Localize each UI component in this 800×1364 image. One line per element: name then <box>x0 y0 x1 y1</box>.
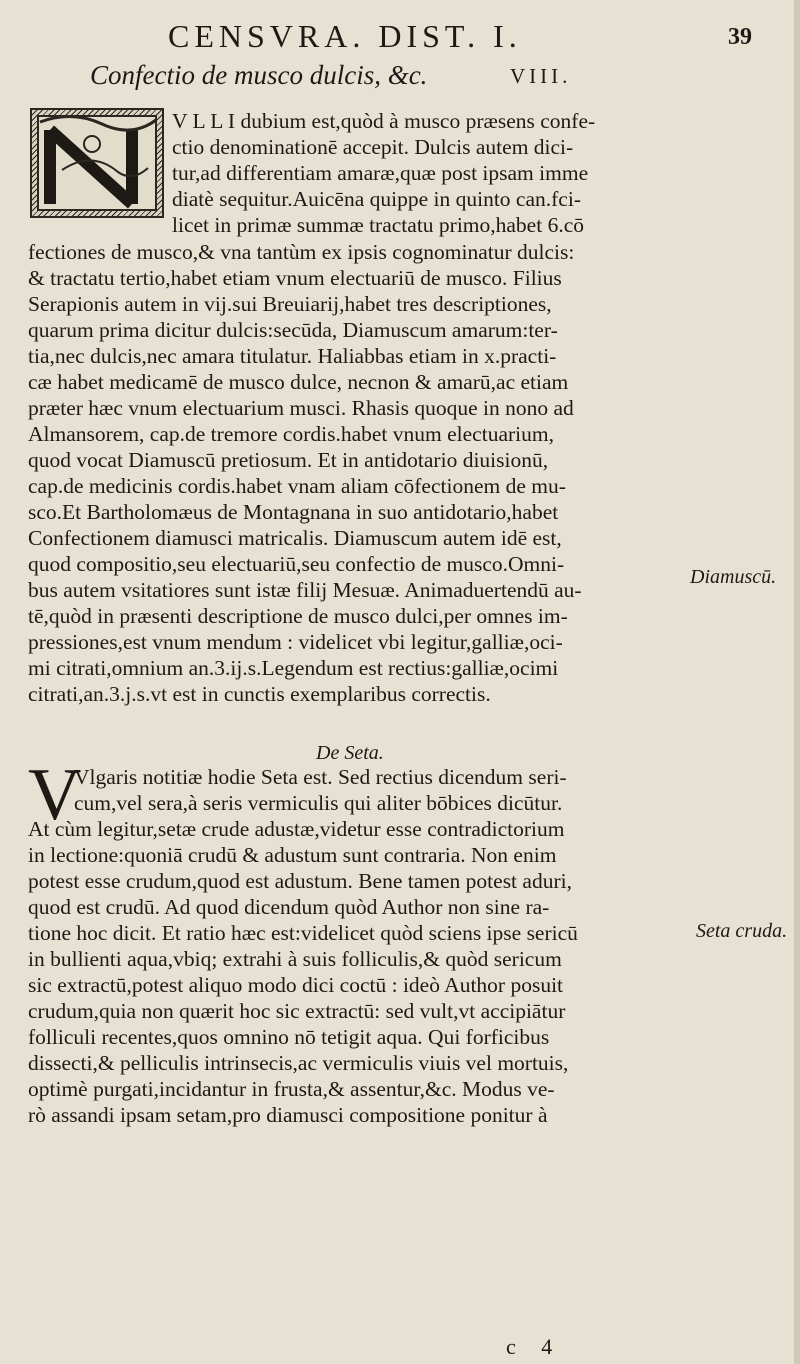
text-line: in bullienti aqua,vbiq; extrahi à suis folliculis,& quòd sericum <box>28 947 562 971</box>
text-line: quod compositio,seu electuariū,seu confectio de musco.Omni- <box>28 552 565 576</box>
text-line: Vlgaris notitiæ hodie Seta est. Sed rectius dicendum seri- <box>74 765 567 789</box>
text-line: Almansorem, cap.de tremore cordis.habet vnum electuarium, <box>28 422 554 446</box>
text-line: cæ habet medicamē de musco dulce, necnon & amarū,ac etiam <box>28 370 569 394</box>
text-line: V L L I dubium est,quòd à musco præsens confe- <box>172 109 596 133</box>
text-line: Serapionis autem in vij.sui Breuiarij,habet tres descriptiones, <box>28 292 552 316</box>
page-edge <box>794 0 800 1364</box>
text-line: quod vocat Diamuscū pretiosum. Et in antidotario diuisionū, <box>28 448 549 472</box>
margin-note-diamuscum: Diamuscū. <box>690 566 777 588</box>
chapter-number: VIII. <box>510 64 572 88</box>
text-line: folliculi recentes,quos omnino nō tetigit aqua. Qui forficibus <box>28 1025 550 1049</box>
text-line: tia,nec dulcis,nec amara titulatur. Haliabbas etiam in x.practi- <box>28 344 557 368</box>
text-line: tur,ad differentiam amaræ,quæ post ipsam imme <box>172 161 589 185</box>
text-line: potest esse crudum,quod est adustum. Bene tamen potest aduri, <box>28 869 572 893</box>
decorated-initial-n-icon <box>32 110 162 216</box>
text-line: At cùm legitur,setæ crude adustæ,videtur esse contradictorium <box>28 817 565 841</box>
page-number: 39 <box>728 24 752 50</box>
text-line: sic extractū,potest aliquo modo dici coctū : ideò Author posuit <box>28 973 564 997</box>
text-line: tē,quòd in præsenti descriptione de musco dulci,per omnes im- <box>28 604 568 628</box>
running-head-title: CENSVRA. DIST. I. <box>168 18 522 54</box>
running-head <box>0 18 800 58</box>
text-line: tione hoc dicit. Et ratio hæc est:videlicet quòd sciens ipse sericū <box>28 921 578 945</box>
text-line: in lectione:quoniā crudū & adustum sunt contraria. Non enim <box>28 843 557 867</box>
margin-note-seta-cruda: Seta cruda. <box>696 920 788 942</box>
text-line: citrati,an.3.j.s.vt est in cunctis exemplaribus correctis. <box>28 682 491 706</box>
text-line: pressiones,est vnum mendum : videlicet vbi legitur,galliæ,oci- <box>28 630 563 654</box>
signature-mark: c 4 <box>506 1334 563 1359</box>
text-line: cap.de medicinis cordis.habet vnam aliam cōfectionem de mu- <box>28 474 566 498</box>
chapter-title: Confectio de musco dulcis, &c. <box>90 60 428 90</box>
initial-letter-v: V <box>28 754 82 836</box>
text-line: & tractatu tertio,habet etiam vnum electuariū de musco. Filius <box>28 266 562 290</box>
chapter-heading <box>90 60 770 98</box>
text-line: dissecti,& pelliculis intrinsecis,ac vermiculis viuis vel mortuis, <box>28 1051 569 1075</box>
text-line: ctio denominationē accepit. Dulcis autem dici- <box>172 135 574 159</box>
text-line: quod est crudū. Ad quod dicendum quòd Author non sine ra- <box>28 895 550 919</box>
text-line: cum,vel sera,à seris vermiculis qui aliter bōbices dicūtur. <box>74 791 563 815</box>
text-line: mi citrati,omnium an.3.ij.s.Legendum est rectius:galliæ,ocimi <box>28 656 559 680</box>
text-line: bus autem vsitatiores sunt istæ filij Mesuæ. Animaduertendū au- <box>28 578 582 602</box>
text-line: Confectionem diamusci matricalis. Diamuscum autem idē est, <box>28 526 562 550</box>
text-line: diatè sequitur.Auicēna quippe in quinto can.fci- <box>172 187 581 211</box>
text-line: rò assandi ipsam setam,pro diamusci compositione ponitur à <box>28 1103 548 1127</box>
section-heading: De Seta. <box>316 742 384 764</box>
text-line: crudum,quia non quærit hoc sic extractū: sed vult,vt accipiātur <box>28 999 566 1023</box>
text-line: sco.Et Bartholomæus de Montagnana in suo antidotario,habet <box>28 500 559 524</box>
text-line: optimè purgati,incidantur in frusta,& assentur,&c. Modus ve- <box>28 1077 555 1101</box>
text-line: licet in primæ summæ tractatu primo,habet 6.cō <box>172 213 584 237</box>
text-line: quarum prima dicitur dulcis:secūda, Diamuscum amarum:ter- <box>28 318 558 342</box>
text-line: fectiones de musco,& vna tantùm ex ipsis cognominatur dulcis: <box>28 240 575 264</box>
text-line: præter hæc vnum electuarium musci. Rhasis quoque in nono ad <box>28 396 574 420</box>
decorated-initial-n <box>30 108 164 218</box>
